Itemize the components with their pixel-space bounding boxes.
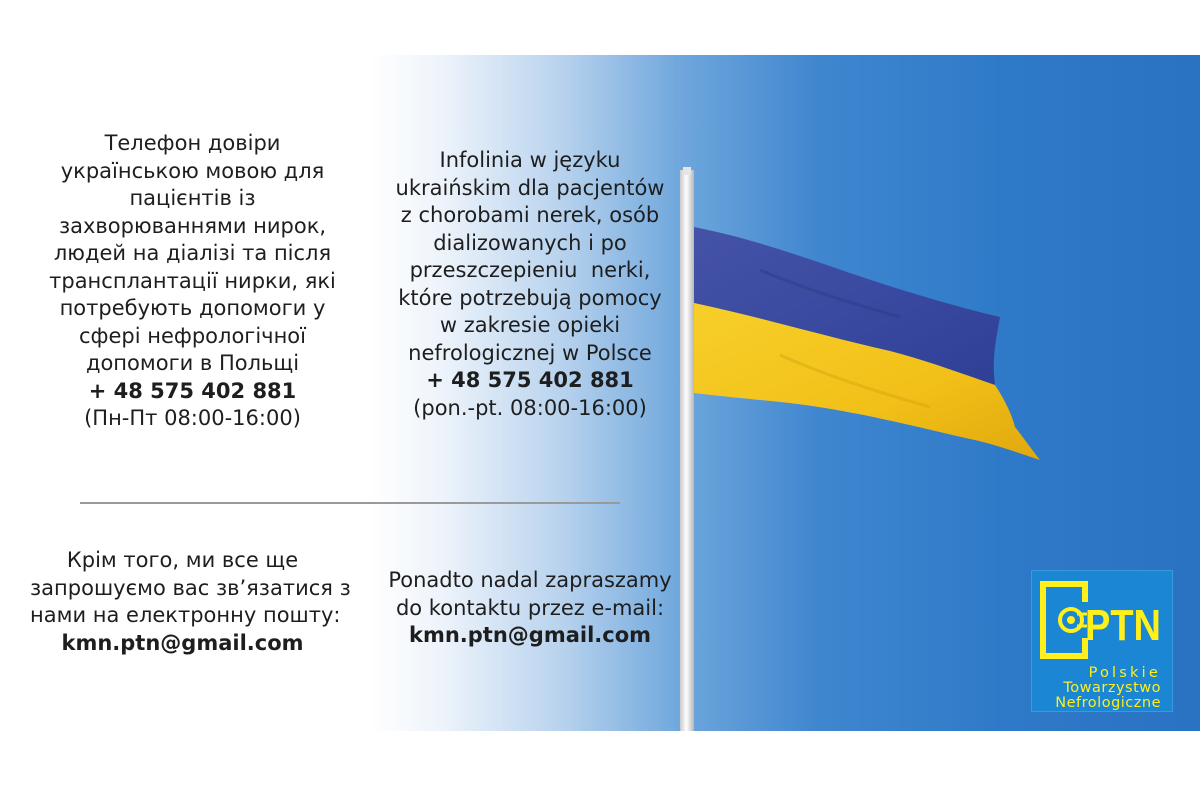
text-line: Крім того, ми все ще (66, 548, 299, 572)
text-line: do kontaktu przez e-mail: (395, 595, 665, 620)
flag-pole (680, 170, 694, 731)
polish-hotline-text (380, 147, 680, 422)
polish-email-text (380, 567, 680, 650)
text-line: Ponadto nadal zapraszamy (388, 568, 672, 592)
text-line: потребують допомоги у (59, 296, 326, 320)
text-line: nefrologicznej w Polsce (408, 340, 652, 365)
text-line: Infolinia w języku (439, 148, 621, 172)
phone-number: + 48 575 402 881 (88, 378, 297, 403)
logo-name-line: Nefrologiczne (1055, 695, 1161, 711)
text-line: przeszczepieniu nerki, (409, 258, 651, 282)
text-line: w zakresie opieki (439, 313, 621, 337)
text-line: пацієнтів із (129, 186, 256, 210)
logo-name-line: Polskie (1088, 665, 1161, 681)
text-line: запрошуємо вас зв’язатися з (30, 575, 351, 600)
logo-name-line: Towarzystwo (1063, 680, 1161, 696)
text-line: z chorobami nerek, osób (400, 203, 660, 227)
hours: (Пн-Пт 08:00-16:00) (84, 406, 301, 430)
phone-number: + 48 575 402 881 (426, 368, 634, 392)
logo-abbr: PTN (1085, 601, 1161, 650)
text-line: сфері нефрологічної (78, 323, 306, 348)
text-line: ukraińskim dla pacjentów (395, 175, 665, 200)
text-line: захворюваннями нирок, (58, 213, 327, 238)
ptn-logo (1031, 570, 1173, 712)
ukrainian-hotline-text (40, 130, 345, 433)
text-line: трансплантації нирки, які (49, 268, 336, 293)
text-line: które potrzebują pomocy (398, 285, 662, 310)
divider (80, 502, 620, 504)
text-line: допомоги в Польщі (85, 351, 300, 375)
text-line: нами на електронну пошту: (30, 603, 341, 627)
ptn-kidney-logo-icon (1041, 580, 1163, 662)
text-line: dializowanych i po (433, 230, 627, 255)
text-line: Телефон довіри (104, 131, 281, 155)
email-link[interactable]: kmn.ptn@gmail.com (408, 623, 651, 647)
text-line: українською мовою для (60, 158, 325, 183)
text-line: людей на діалізі та після (53, 241, 332, 265)
email-link[interactable]: kmn.ptn@gmail.com (61, 630, 304, 655)
banner (0, 55, 1200, 731)
ukrainian-email-text (30, 547, 351, 657)
hours: (pon.-pt. 08:00-16:00) (413, 395, 647, 420)
